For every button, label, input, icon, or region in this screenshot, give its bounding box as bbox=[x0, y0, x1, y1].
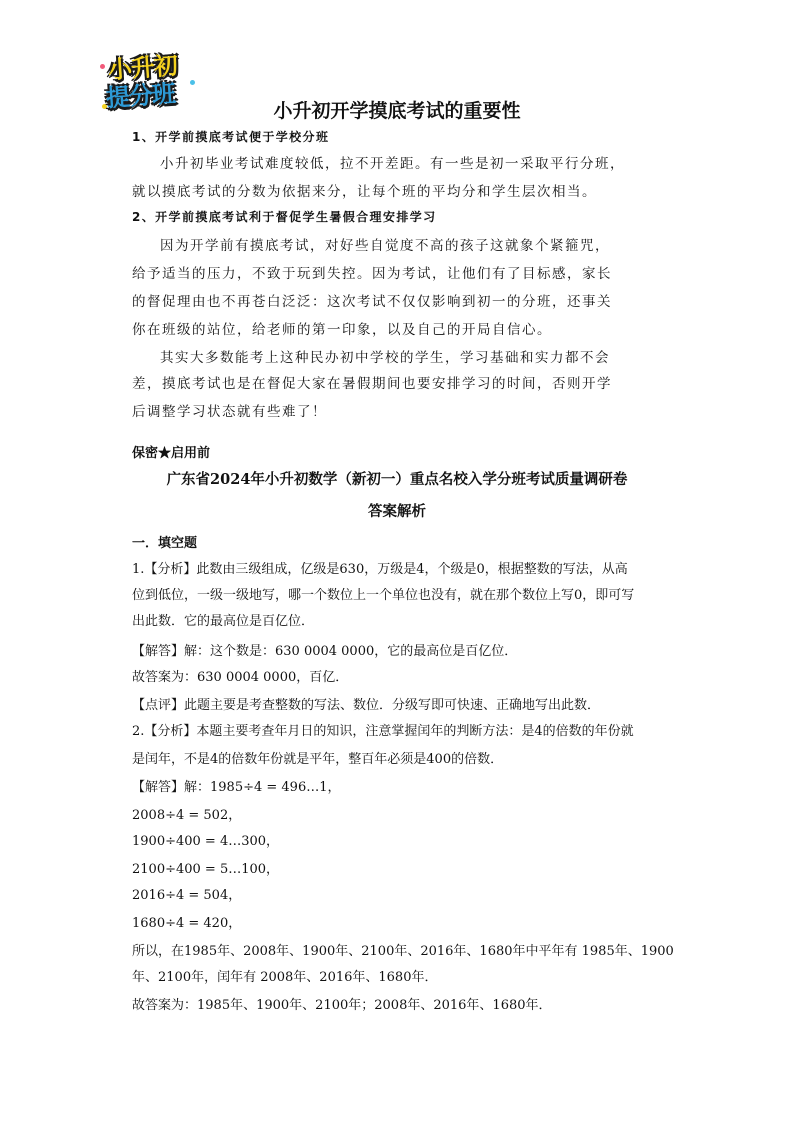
exam-title: 广东省2024年小升初数学（新初一）重点名校入学分班考试质量调研卷 bbox=[166, 471, 628, 488]
intro-para-2-line: 你在班级的站位，给老师的第一印象，以及自己的开局自信心。 bbox=[132, 322, 552, 338]
q2-line: 1900÷400 = 4…300， bbox=[132, 834, 280, 849]
section-heading: 一．填空题 bbox=[132, 536, 198, 551]
intro-heading-1: 1、开学前摸底考试便于学校分班 bbox=[132, 130, 330, 144]
q2-line: 2.【分析】本题主要考查年月日的知识，注意掌握闰年的判断方法：是4的倍数的年份就 bbox=[132, 724, 634, 739]
q1-line: 【点评】此题主要是考查整数的写法、数位．分级写即可快速、正确地写出此数． bbox=[132, 698, 601, 713]
q2-line: 2100÷400 = 5…100， bbox=[132, 862, 280, 877]
intro-heading-2: 2、开学前摸底考试利于督促学生暑假合理安排学习 bbox=[132, 210, 437, 224]
q2-line: 1680÷4 = 420， bbox=[132, 916, 242, 931]
intro-title: 小升初开学摸底考试的重要性 bbox=[273, 100, 521, 122]
intro-para-3-line: 差，摸底考试也是在督促大家在暑假期间也要安排学习的时间，否则开学 bbox=[132, 376, 612, 392]
q1-line: 位到低位，一级一级地写，哪一个数位上一个单位也没有，就在那个数位上写0，即可写 bbox=[132, 588, 635, 603]
intro-para-2-line: 因为开学前有摸底考试，对好些自觉度不高的孩子这就象个紧箍咒， bbox=[160, 238, 610, 254]
q2-line: 年、2100年，闰年有 2008年、2016年、1680年． bbox=[132, 970, 438, 985]
q2-line: 是闰年，不是4的倍数年份就是平年，整百年必须是400的倍数． bbox=[132, 752, 504, 767]
intro-para-3-line: 后调整学习状态就有些难了！ bbox=[132, 404, 327, 420]
q1-line: 1.【分析】此数由三级组成，亿级是630，万级是4，个级是0，根据整数的写法，从高 bbox=[132, 562, 628, 577]
exam-subtitle: 答案解析 bbox=[368, 503, 426, 520]
intro-para-1-line: 小升初毕业考试难度较低，拉不开差距。有一些是初一采取平行分班， bbox=[160, 156, 625, 172]
intro-para-2-line: 的督促理由也不再苍白泛泛：这次考试不仅仅影响到初一的分班，还事关 bbox=[132, 294, 612, 310]
intro-para-1-line: 就以摸底考试的分数为依据来分，让每个班的平均分和学生层次相当。 bbox=[132, 184, 597, 200]
q2-line: 所以，在1985年、2008年、1900年、2100年、2016年、1680年中平年有 1985年、1900 bbox=[132, 944, 674, 959]
q2-line: 2008÷4 = 502， bbox=[132, 808, 242, 823]
q2-line: 故答案为：1985年、1900年、2100年；2008年、2016年、1680年． bbox=[132, 998, 552, 1013]
q2-line: 2016÷4 = 504， bbox=[132, 888, 242, 903]
q2-line: 【解答】解：1985÷4 = 496…1， bbox=[132, 780, 341, 795]
q1-line: 出此数．它的最高位是百亿位． bbox=[132, 614, 315, 629]
sparkle-icon bbox=[190, 80, 195, 85]
confidential-mark: 保密★启用前 bbox=[132, 446, 211, 461]
intro-para-3-line: 其实大多数能考上这种民办初中学校的学生，学习基础和实力都不会 bbox=[160, 350, 610, 366]
logo-line-1: 小升初 bbox=[107, 51, 178, 85]
intro-para-2-line: 给予适当的压力，不致于玩到失控。因为考试，让他们有了目标感，家长 bbox=[132, 266, 612, 282]
q1-line: 【解答】解：这个数是：630 0004 0000，它的最高位是百亿位． bbox=[132, 644, 518, 659]
logo-line-2: 提分班 bbox=[105, 79, 176, 113]
sparkle-icon bbox=[100, 64, 105, 69]
q1-line: 故答案为：630 0004 0000，百亿． bbox=[132, 670, 349, 685]
